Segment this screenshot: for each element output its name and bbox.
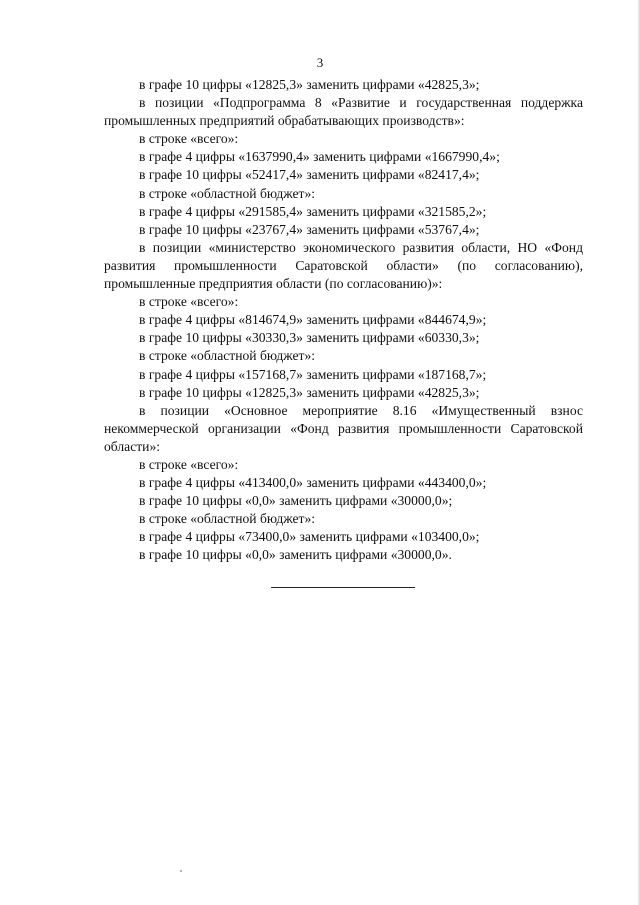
paragraph: в графе 10 цифры «0,0» заменить цифрами «30000,0». [139,547,452,563]
document-body [104,76,583,565]
paragraph: в позиции «Основное мероприятие 8.16 «Имущественный взнос некоммерческой организации «Фонд развития промышленности Саратовской области»: [104,402,583,454]
paragraph: в строке «областной бюджет»: [139,348,316,364]
paragraph: в графе 10 цифры «0,0» заменить цифрами «30000,0»; [139,493,453,509]
paragraph: в графе 4 цифры «291585,4» заменить цифрами «321585,2»; [139,203,487,219]
paragraph: в графе 10 цифры «23767,4» заменить цифрами «53767,4»; [139,221,480,237]
paragraph: в графе 4 цифры «413400,0» заменить цифрами «443400,0»; [139,475,487,491]
page-number: 3 [316,55,324,70]
paragraph: в графе 10 цифры «30330,3» заменить цифрами «60330,3»; [139,330,480,346]
paragraph: в строке «областной бюджет»: [139,185,316,201]
paragraph: в графе 4 цифры «814674,9» заменить цифрами «844674,9»; [139,312,487,328]
paragraph: в строке «всего»: [139,456,239,472]
paragraph: в графе 4 цифры «73400,0» заменить цифрами «103400,0»; [139,529,480,545]
separator-line [271,587,415,588]
paragraph: в графе 10 цифры «52417,4» заменить цифрами «82417,4»; [139,167,480,183]
paragraph: в графе 10 цифры «12825,3» заменить цифрами «42825,3»; [139,77,480,92]
paragraph: в графе 4 цифры «1637990,4» заменить цифрами «1667990,4»; [139,149,500,165]
scan-speck [180,870,182,872]
paragraph: в строке «областной бюджет»: [139,511,316,527]
paragraph: в графе 4 цифры «157168,7» заменить цифрами «187168,7»; [139,366,487,382]
paragraph: в строке «всего»: [139,294,239,310]
paragraph: в позиции «министерство экономического развития области, НО «Фонд развития промышленности Саратовской области» (по согласованию), промышленные предприятия области (по согласованию)»: [104,239,583,292]
paragraph: в строке «всего»: [139,131,239,147]
paragraph: в позиции «Подпрограмма 8 «Развитие и государственная поддержка промышленных предприятий обрабатывающих производств»: [104,95,583,129]
paragraph: в графе 10 цифры «12825,3» заменить цифрами «42825,3»; [139,384,480,400]
